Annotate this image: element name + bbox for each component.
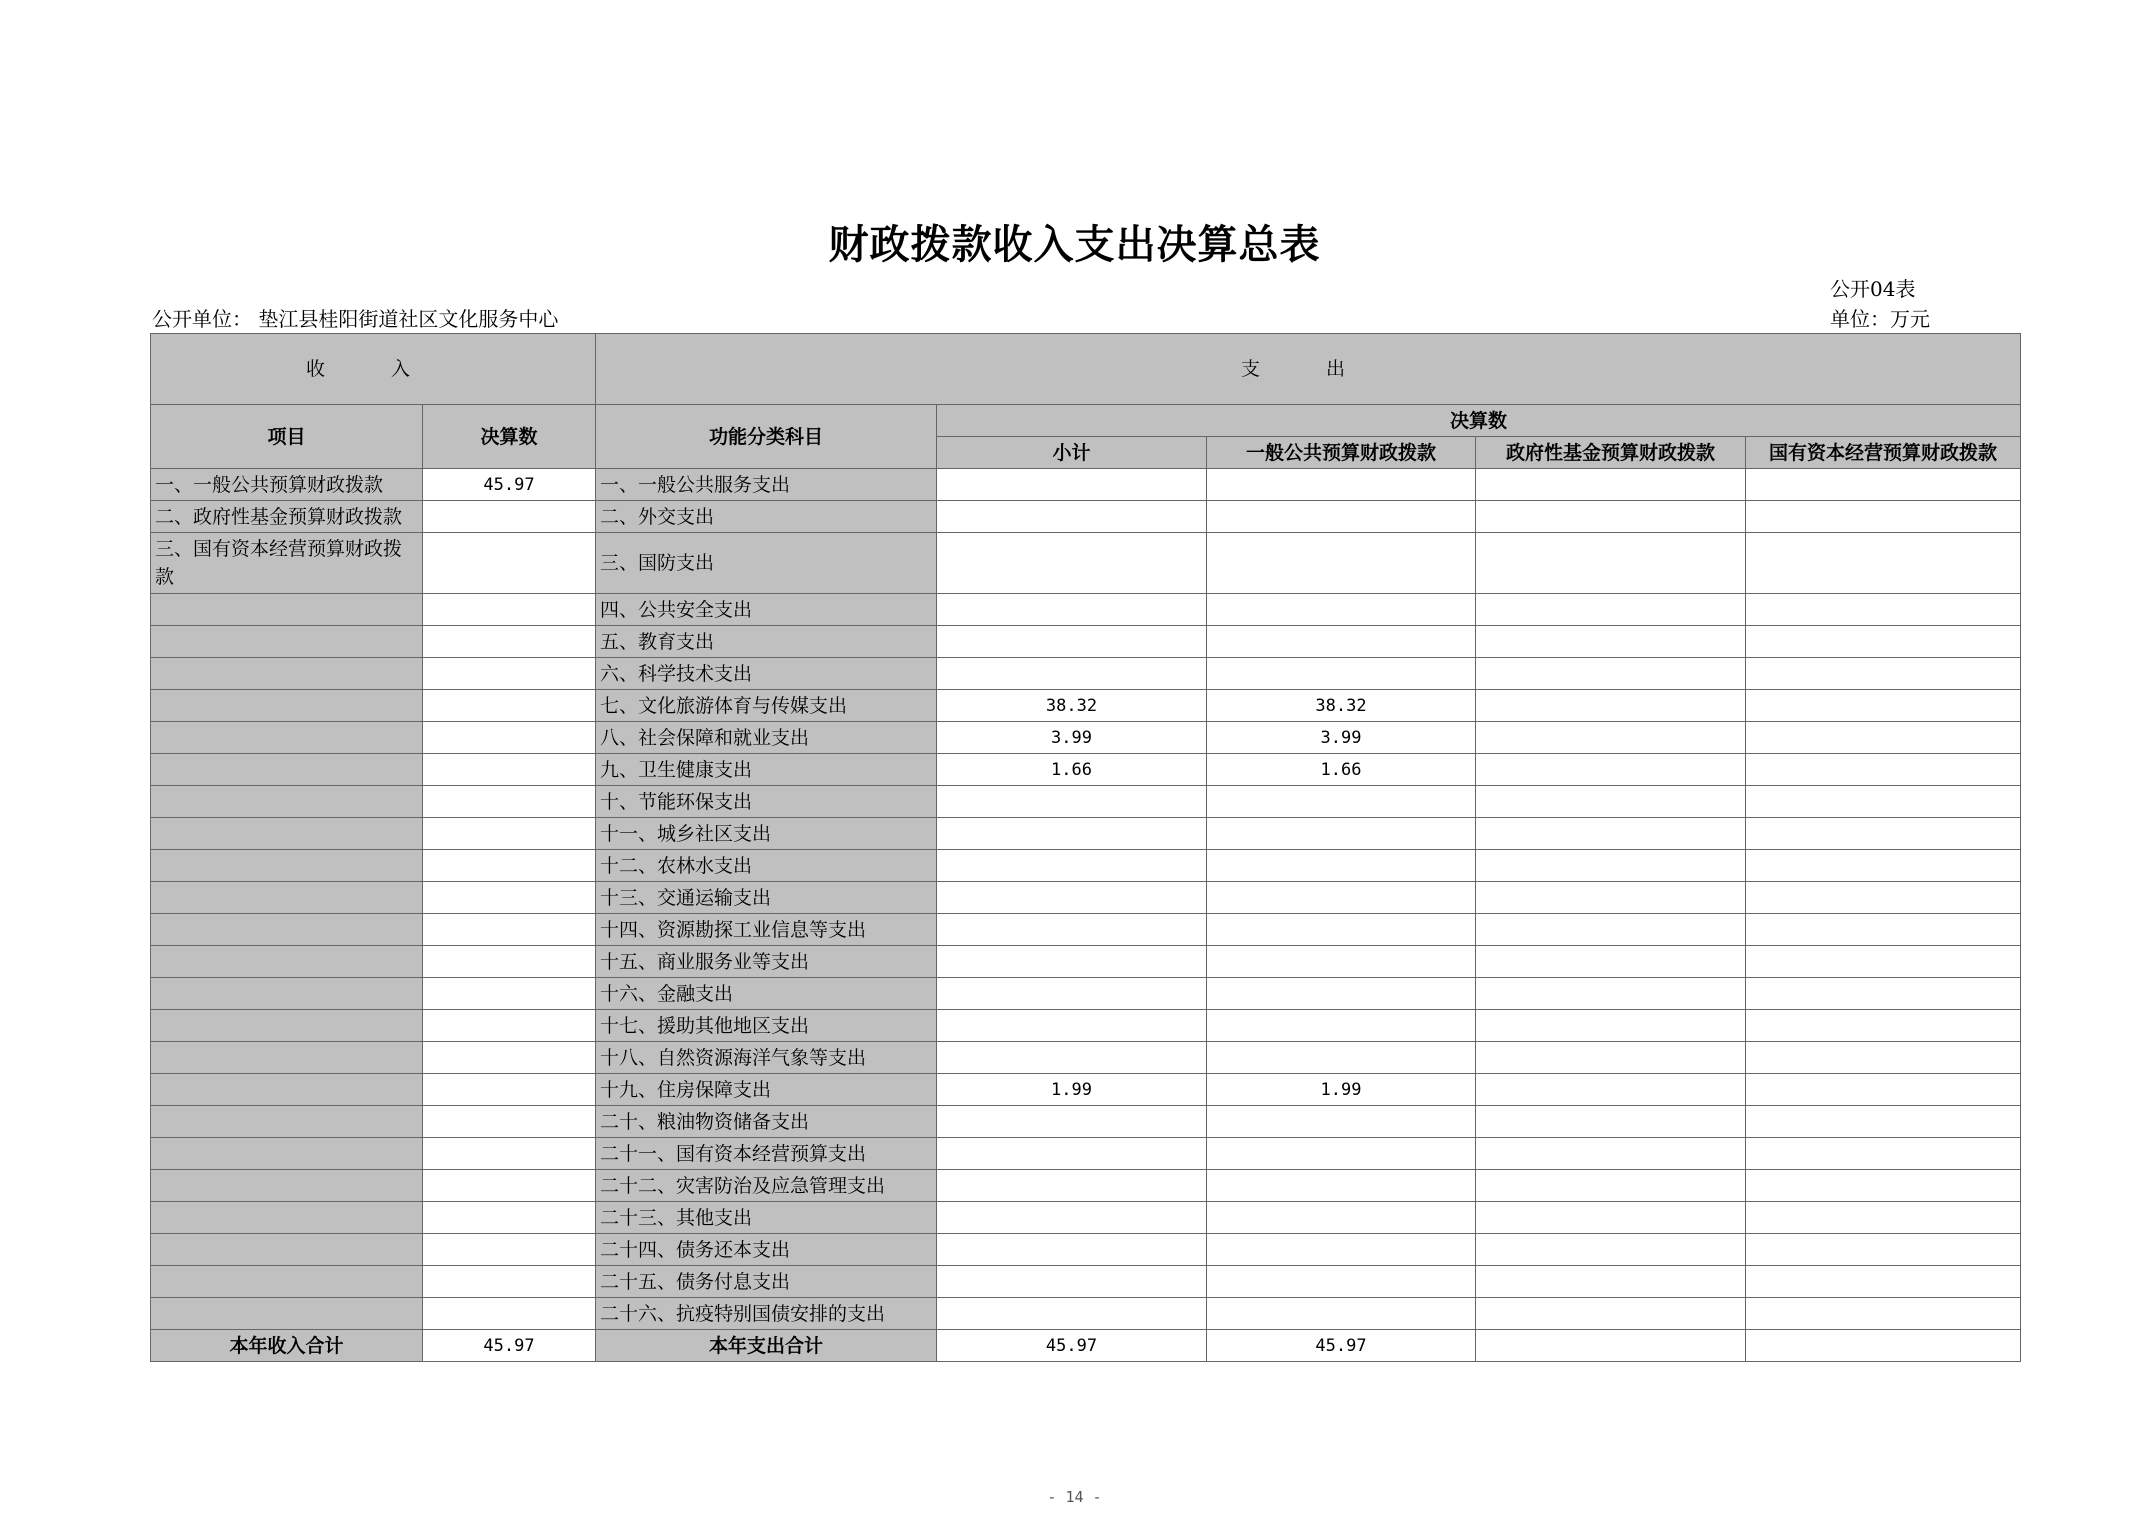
income-item-cell bbox=[151, 1266, 423, 1298]
function-item-cell: 六、科学技术支出 bbox=[596, 658, 937, 690]
function-item-cell: 二、外交支出 bbox=[596, 501, 937, 533]
function-item-cell: 十、节能环保支出 bbox=[596, 786, 937, 818]
state-capital-cell bbox=[1746, 914, 2021, 946]
income-amount-cell bbox=[423, 658, 596, 690]
gov-fund-cell bbox=[1476, 1170, 1746, 1202]
income-item-cell: 二、政府性基金预算财政拨款 bbox=[151, 501, 423, 533]
function-item-cell: 一、一般公共服务支出 bbox=[596, 469, 937, 501]
income-amount-cell bbox=[423, 1042, 596, 1074]
gov-fund-cell bbox=[1476, 469, 1746, 501]
state-capital-cell bbox=[1746, 1042, 2021, 1074]
state-capital-cell bbox=[1746, 533, 2021, 594]
table-row bbox=[151, 1234, 2021, 1266]
gov-fund-cell bbox=[1476, 978, 1746, 1010]
income-amount-cell bbox=[423, 946, 596, 978]
income-total-amount: 45.97 bbox=[423, 1330, 596, 1362]
income-item-cell bbox=[151, 594, 423, 626]
income-item-cell bbox=[151, 658, 423, 690]
gov-fund-cell bbox=[1476, 1234, 1746, 1266]
state-capital-column-header: 国有资本经营预算财政拨款 bbox=[1746, 437, 2021, 469]
table-row bbox=[151, 914, 2021, 946]
table-row bbox=[151, 469, 2021, 501]
table-row bbox=[151, 626, 2021, 658]
table-row bbox=[151, 1298, 2021, 1330]
state-capital-cell bbox=[1746, 1010, 2021, 1042]
state-capital-cell bbox=[1746, 1234, 2021, 1266]
table-row bbox=[151, 501, 2021, 533]
general-budget-cell bbox=[1207, 533, 1476, 594]
income-item-cell bbox=[151, 882, 423, 914]
appropriation-table bbox=[150, 333, 2021, 1362]
state-capital-cell bbox=[1746, 882, 2021, 914]
subtotal-cell bbox=[937, 658, 1207, 690]
function-item-cell: 九、卫生健康支出 bbox=[596, 754, 937, 786]
subtotal-cell bbox=[937, 914, 1207, 946]
subtotal-cell: 1.99 bbox=[937, 1074, 1207, 1106]
gov-fund-cell bbox=[1476, 501, 1746, 533]
subtotal-cell bbox=[937, 626, 1207, 658]
income-amount-cell bbox=[423, 754, 596, 786]
table-row bbox=[151, 1170, 2021, 1202]
state-capital-cell bbox=[1746, 818, 2021, 850]
subtotal-cell bbox=[937, 1202, 1207, 1234]
state-capital-cell bbox=[1746, 786, 2021, 818]
income-item-cell bbox=[151, 1010, 423, 1042]
state-capital-cell bbox=[1746, 1298, 2021, 1330]
state-capital-cell bbox=[1746, 1266, 2021, 1298]
income-amount-cell bbox=[423, 1298, 596, 1330]
page-number: - 14 - bbox=[1047, 1488, 1102, 1506]
gov-fund-cell bbox=[1476, 1202, 1746, 1234]
state-capital-cell bbox=[1746, 1106, 2021, 1138]
gov-fund-cell bbox=[1476, 1298, 1746, 1330]
subtotal-cell bbox=[937, 469, 1207, 501]
unit-label: 单位：万元 bbox=[1830, 307, 1930, 331]
subtotal-cell bbox=[937, 1106, 1207, 1138]
table-row bbox=[151, 978, 2021, 1010]
general-budget-cell bbox=[1207, 1170, 1476, 1202]
amount-column-header: 决算数 bbox=[423, 405, 596, 469]
expense-section-header: 支 出 bbox=[596, 334, 2021, 405]
income-item-cell bbox=[151, 914, 423, 946]
income-amount-cell bbox=[423, 533, 596, 594]
general-budget-cell bbox=[1207, 469, 1476, 501]
income-item-cell bbox=[151, 1298, 423, 1330]
general-budget-cell bbox=[1207, 850, 1476, 882]
income-amount-cell bbox=[423, 882, 596, 914]
income-amount-cell bbox=[423, 786, 596, 818]
gov-fund-cell bbox=[1476, 946, 1746, 978]
gov-fund-cell bbox=[1476, 722, 1746, 754]
income-amount-cell bbox=[423, 850, 596, 882]
general-budget-cell bbox=[1207, 946, 1476, 978]
general-budget-cell bbox=[1207, 594, 1476, 626]
general-budget-cell: 1.99 bbox=[1207, 1074, 1476, 1106]
table-row bbox=[151, 1266, 2021, 1298]
state-capital-cell bbox=[1746, 469, 2021, 501]
gov-fund-column-header: 政府性基金预算财政拨款 bbox=[1476, 437, 1746, 469]
state-capital-cell bbox=[1746, 722, 2021, 754]
gov-fund-cell bbox=[1476, 1106, 1746, 1138]
subtotal-cell bbox=[937, 1298, 1207, 1330]
gov-fund-cell bbox=[1476, 1074, 1746, 1106]
income-item-cell bbox=[151, 626, 423, 658]
gov-fund-cell bbox=[1476, 850, 1746, 882]
function-item-cell: 二十一、国有资本经营预算支出 bbox=[596, 1138, 937, 1170]
table-row bbox=[151, 850, 2021, 882]
subtotal-cell: 38.32 bbox=[937, 690, 1207, 722]
gov-fund-cell bbox=[1476, 626, 1746, 658]
gov-fund-cell bbox=[1476, 882, 1746, 914]
gov-fund-cell bbox=[1476, 914, 1746, 946]
gov-fund-cell bbox=[1476, 818, 1746, 850]
function-item-cell: 十七、援助其他地区支出 bbox=[596, 1010, 937, 1042]
gov-fund-cell bbox=[1476, 1010, 1746, 1042]
function-item-cell: 十三、交通运输支出 bbox=[596, 882, 937, 914]
general-budget-cell bbox=[1207, 882, 1476, 914]
general-budget-cell: 1.66 bbox=[1207, 754, 1476, 786]
final-amount-header: 决算数 bbox=[937, 405, 2021, 437]
general-budget-cell bbox=[1207, 1106, 1476, 1138]
general-budget-cell: 3.99 bbox=[1207, 722, 1476, 754]
item-column-header: 项目 bbox=[151, 405, 423, 469]
income-item-cell bbox=[151, 1170, 423, 1202]
income-amount-cell bbox=[423, 1234, 596, 1266]
expense-total-state-capital bbox=[1746, 1330, 2021, 1362]
function-item-cell: 十四、资源勘探工业信息等支出 bbox=[596, 914, 937, 946]
income-item-cell bbox=[151, 818, 423, 850]
income-amount-cell bbox=[423, 594, 596, 626]
function-item-cell: 二十四、债务还本支出 bbox=[596, 1234, 937, 1266]
form-number: 公开04表 bbox=[1830, 277, 1916, 301]
function-item-cell: 二十三、其他支出 bbox=[596, 1202, 937, 1234]
subtotal-cell bbox=[937, 533, 1207, 594]
table-row bbox=[151, 1074, 2021, 1106]
income-item-cell: 三、国有资本经营预算财政拨款 bbox=[151, 533, 423, 594]
general-budget-cell bbox=[1207, 786, 1476, 818]
state-capital-cell bbox=[1746, 658, 2021, 690]
function-column-header: 功能分类科目 bbox=[596, 405, 937, 469]
income-item-cell bbox=[151, 754, 423, 786]
table-row bbox=[151, 946, 2021, 978]
general-budget-cell bbox=[1207, 658, 1476, 690]
income-amount-cell bbox=[423, 978, 596, 1010]
function-item-cell: 五、教育支出 bbox=[596, 626, 937, 658]
income-amount-cell bbox=[423, 1170, 596, 1202]
income-item-cell bbox=[151, 1138, 423, 1170]
general-budget-cell bbox=[1207, 914, 1476, 946]
table-row bbox=[151, 690, 2021, 722]
income-item-cell bbox=[151, 690, 423, 722]
state-capital-cell bbox=[1746, 1138, 2021, 1170]
state-capital-cell bbox=[1746, 1170, 2021, 1202]
income-item-cell bbox=[151, 786, 423, 818]
subtotal-cell bbox=[937, 946, 1207, 978]
general-budget-cell bbox=[1207, 1138, 1476, 1170]
general-budget-cell: 38.32 bbox=[1207, 690, 1476, 722]
income-amount-cell bbox=[423, 1266, 596, 1298]
income-item-cell bbox=[151, 1074, 423, 1106]
state-capital-cell bbox=[1746, 850, 2021, 882]
function-item-cell: 二十六、抗疫特别国债安排的支出 bbox=[596, 1298, 937, 1330]
function-item-cell: 四、公共安全支出 bbox=[596, 594, 937, 626]
subtotal-cell bbox=[937, 1234, 1207, 1266]
table-row bbox=[151, 722, 2021, 754]
subtotal-cell bbox=[937, 978, 1207, 1010]
gov-fund-cell bbox=[1476, 1138, 1746, 1170]
state-capital-cell bbox=[1746, 690, 2021, 722]
general-budget-cell bbox=[1207, 1042, 1476, 1074]
gov-fund-cell bbox=[1476, 533, 1746, 594]
income-total-label: 本年收入合计 bbox=[151, 1330, 423, 1362]
income-item-cell bbox=[151, 850, 423, 882]
income-amount-cell: 45.97 bbox=[423, 469, 596, 501]
table-row bbox=[151, 1202, 2021, 1234]
subtotal-cell: 3.99 bbox=[937, 722, 1207, 754]
subtotal-cell bbox=[937, 850, 1207, 882]
function-item-cell: 十二、农林水支出 bbox=[596, 850, 937, 882]
income-amount-cell bbox=[423, 722, 596, 754]
general-budget-cell bbox=[1207, 818, 1476, 850]
table-row bbox=[151, 658, 2021, 690]
subtotal-cell bbox=[937, 786, 1207, 818]
subtotal-cell bbox=[937, 1266, 1207, 1298]
table-row bbox=[151, 1042, 2021, 1074]
income-amount-cell bbox=[423, 1010, 596, 1042]
income-amount-cell bbox=[423, 1138, 596, 1170]
general-budget-column-header: 一般公共预算财政拨款 bbox=[1207, 437, 1476, 469]
state-capital-cell bbox=[1746, 501, 2021, 533]
expense-total-label: 本年支出合计 bbox=[596, 1330, 937, 1362]
subtotal-cell: 1.66 bbox=[937, 754, 1207, 786]
gov-fund-cell bbox=[1476, 594, 1746, 626]
income-item-cell bbox=[151, 1106, 423, 1138]
function-item-cell: 三、国防支出 bbox=[596, 533, 937, 594]
gov-fund-cell bbox=[1476, 690, 1746, 722]
subtotal-cell bbox=[937, 882, 1207, 914]
expense-total-subtotal: 45.97 bbox=[937, 1330, 1207, 1362]
table-row bbox=[151, 882, 2021, 914]
income-item-cell bbox=[151, 1042, 423, 1074]
subtotal-cell bbox=[937, 1170, 1207, 1202]
income-amount-cell bbox=[423, 1074, 596, 1106]
organization-label: 公开单位： 垫江县桂阳街道社区文化服务中心 bbox=[152, 307, 559, 331]
general-budget-cell bbox=[1207, 1010, 1476, 1042]
general-budget-cell bbox=[1207, 626, 1476, 658]
table-row bbox=[151, 1106, 2021, 1138]
income-item-cell: 一、一般公共预算财政拨款 bbox=[151, 469, 423, 501]
function-item-cell: 二十五、债务付息支出 bbox=[596, 1266, 937, 1298]
function-item-cell: 十一、城乡社区支出 bbox=[596, 818, 937, 850]
general-budget-cell bbox=[1207, 1298, 1476, 1330]
function-item-cell: 二十二、灾害防治及应急管理支出 bbox=[596, 1170, 937, 1202]
general-budget-cell bbox=[1207, 501, 1476, 533]
gov-fund-cell bbox=[1476, 1266, 1746, 1298]
table-row bbox=[151, 754, 2021, 786]
totals-row bbox=[151, 1330, 2021, 1362]
income-amount-cell bbox=[423, 1106, 596, 1138]
function-item-cell: 十九、住房保障支出 bbox=[596, 1074, 937, 1106]
income-item-cell bbox=[151, 946, 423, 978]
income-amount-cell bbox=[423, 1202, 596, 1234]
expense-total-gov-fund bbox=[1476, 1330, 1746, 1362]
table-row bbox=[151, 1138, 2021, 1170]
income-amount-cell bbox=[423, 818, 596, 850]
state-capital-cell bbox=[1746, 626, 2021, 658]
function-item-cell: 十六、金融支出 bbox=[596, 978, 937, 1010]
income-amount-cell bbox=[423, 690, 596, 722]
function-item-cell: 八、社会保障和就业支出 bbox=[596, 722, 937, 754]
income-amount-cell bbox=[423, 626, 596, 658]
subtotal-cell bbox=[937, 1010, 1207, 1042]
subtotal-cell bbox=[937, 501, 1207, 533]
gov-fund-cell bbox=[1476, 658, 1746, 690]
state-capital-cell bbox=[1746, 1074, 2021, 1106]
income-item-cell bbox=[151, 722, 423, 754]
general-budget-cell bbox=[1207, 978, 1476, 1010]
gov-fund-cell bbox=[1476, 1042, 1746, 1074]
income-section-header: 收 入 bbox=[151, 334, 596, 405]
subtotal-cell bbox=[937, 818, 1207, 850]
income-amount-cell bbox=[423, 501, 596, 533]
income-amount-cell bbox=[423, 914, 596, 946]
subtotal-cell bbox=[937, 1042, 1207, 1074]
gov-fund-cell bbox=[1476, 786, 1746, 818]
general-budget-cell bbox=[1207, 1234, 1476, 1266]
income-item-cell bbox=[151, 1202, 423, 1234]
gov-fund-cell bbox=[1476, 754, 1746, 786]
function-item-cell: 七、文化旅游体育与传媒支出 bbox=[596, 690, 937, 722]
table-row bbox=[151, 594, 2021, 626]
function-item-cell: 十五、商业服务业等支出 bbox=[596, 946, 937, 978]
general-budget-cell bbox=[1207, 1266, 1476, 1298]
state-capital-cell bbox=[1746, 1202, 2021, 1234]
state-capital-cell bbox=[1746, 978, 2021, 1010]
subtotal-column-header: 小计 bbox=[937, 437, 1207, 469]
report-title: 财政拨款收入支出决算总表 bbox=[828, 221, 1321, 268]
table-row bbox=[151, 786, 2021, 818]
expense-total-general: 45.97 bbox=[1207, 1330, 1476, 1362]
subtotal-cell bbox=[937, 594, 1207, 626]
table-row bbox=[151, 818, 2021, 850]
function-item-cell: 十八、自然资源海洋气象等支出 bbox=[596, 1042, 937, 1074]
general-budget-cell bbox=[1207, 1202, 1476, 1234]
state-capital-cell bbox=[1746, 754, 2021, 786]
income-item-cell bbox=[151, 1234, 423, 1266]
table-row bbox=[151, 1010, 2021, 1042]
income-item-cell bbox=[151, 978, 423, 1010]
function-item-cell: 二十、粮油物资储备支出 bbox=[596, 1106, 937, 1138]
subtotal-cell bbox=[937, 1138, 1207, 1170]
table-row bbox=[151, 533, 2021, 594]
state-capital-cell bbox=[1746, 594, 2021, 626]
state-capital-cell bbox=[1746, 946, 2021, 978]
